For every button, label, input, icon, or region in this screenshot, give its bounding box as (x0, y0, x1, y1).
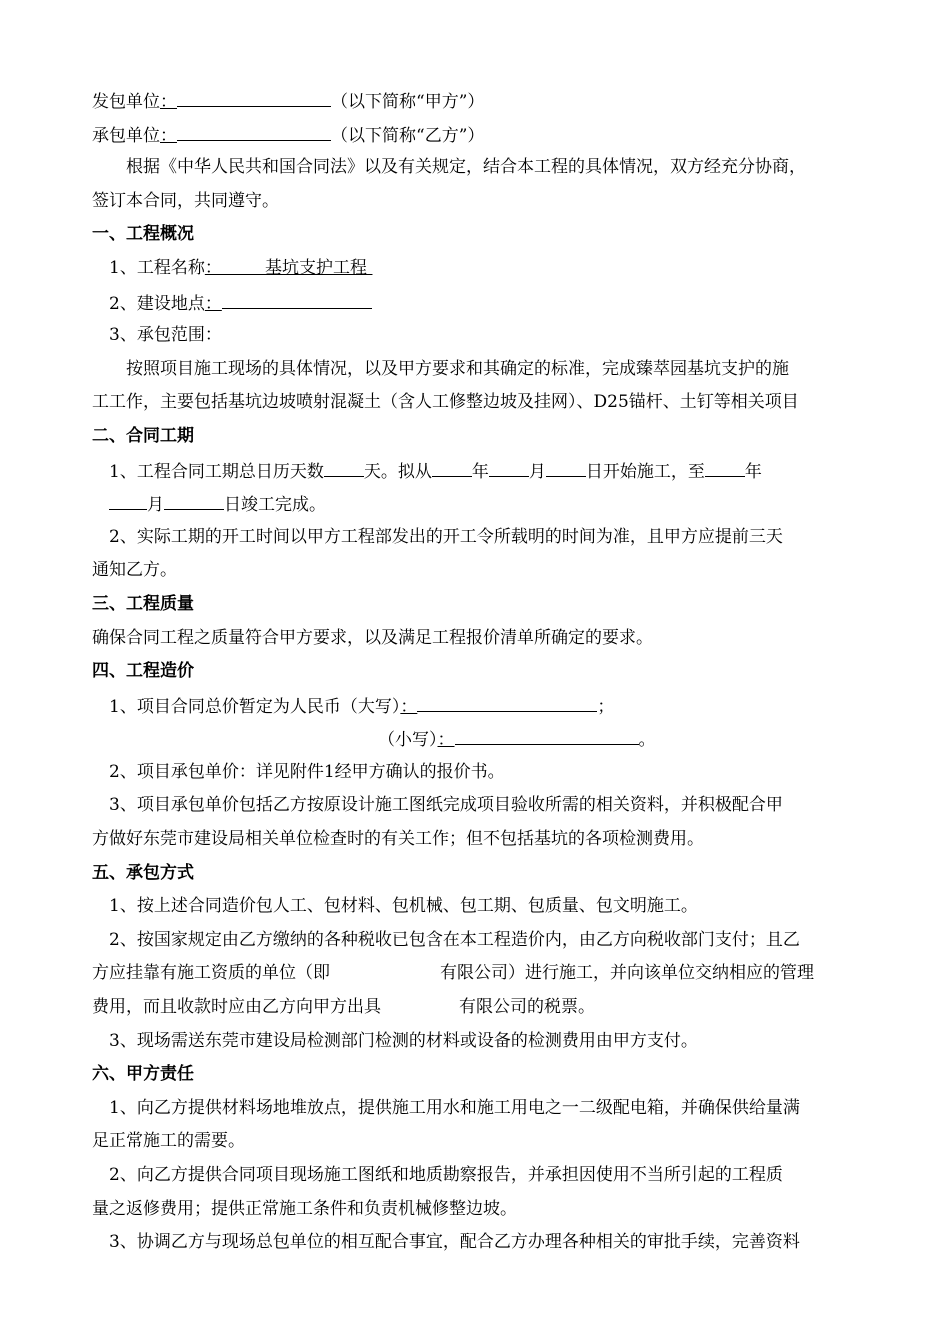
section-heading-employer-duties: 六、甲方责任 (92, 1064, 194, 1085)
quality-text: 确保合同工程之质量符合甲方要求，以及满足工程报价清单所确定的要求。 (92, 627, 653, 648)
duty-1-cont: 足正常施工的需要。 (92, 1131, 245, 1152)
project-name-value: ： 基坑支护工程 (204, 257, 373, 278)
start-year-blank[interactable] (432, 454, 472, 477)
start-day-blank[interactable] (546, 454, 586, 477)
site-label: 2、建设地点 (109, 293, 205, 314)
employer-blank[interactable] (177, 84, 331, 107)
method-text: 有限公司）进行施工，并向该单位交纳相应的管理 (440, 963, 814, 984)
colon: ： (160, 92, 177, 112)
section-heading-duration: 二、合同工期 (92, 425, 194, 446)
month-label: 月 (147, 495, 164, 516)
preamble-line-2: 签订本合同，共同遵守。 (92, 190, 279, 211)
method-text: 费用，而且收款时应由乙方向甲方出具 (92, 997, 381, 1018)
contractor-line (92, 118, 864, 152)
price-capital-line (92, 689, 864, 723)
scope-text-2: 工工作，主要包括基坑边坡喷射混凝土（含人工修整边坡及挂网）、D25锚杆、土钉等相关项目 (92, 392, 799, 413)
duty-3: 3、协调乙方与现场总包单位的相互配合事宜，配合乙方办理各种相关的审批手续，完善资料 (109, 1232, 800, 1253)
contractor-label: 承包单位 (92, 125, 160, 146)
duration-text: 天。拟从 (363, 461, 432, 482)
unit-price-scope-1: 3、项目承包单价包括乙方按原设计施工图纸完成项目验收所需的相关资料，并积极配合甲 (109, 795, 783, 816)
price-capital-label: 1、项目合同总价暂定为人民币（大写） (109, 696, 401, 717)
end-year-blank[interactable] (705, 454, 745, 477)
section-heading-method: 五、承包方式 (92, 862, 194, 883)
method-text: 有限公司的税票。 (459, 997, 595, 1018)
duration-line-2 (92, 487, 864, 521)
project-name-line (92, 252, 864, 286)
colon: ： (204, 293, 222, 314)
scope-label: 3、承包范围： (109, 325, 222, 346)
method-text: 方应挂靠有施工资质的单位（即 (92, 963, 330, 984)
employer-line (92, 84, 864, 118)
semicolon: ； (597, 696, 615, 717)
method-clause-2-cont-2 (92, 991, 864, 1025)
duration-line (92, 454, 864, 488)
duration-text: 日开始施工，至 (585, 461, 705, 482)
price-lower-blank[interactable] (455, 722, 639, 745)
method-clause-2: 2、按国家规定由乙方缴纳的各种税收已包含在本工程造价内，由乙方向税收部门支付；且乙 (109, 929, 800, 950)
period: 。 (638, 730, 656, 751)
colon: ： (160, 125, 177, 146)
year-label: 年 (744, 461, 762, 482)
project-name-label: 1、工程名称 (109, 257, 205, 278)
method-clause-1: 1、按上述合同造价包人工、包材料、包机械、包工期、包质量、包文明施工。 (109, 896, 698, 917)
start-month-blank[interactable] (489, 454, 529, 477)
contractor-blank[interactable] (177, 118, 331, 141)
section-heading-price: 四、工程造价 (92, 661, 194, 682)
end-day-blank[interactable] (164, 487, 224, 510)
preamble-line-1: 根据《中华人民共和国合同法》以及有关规定，结合本工程的具体情况，双方经充分协商， (126, 157, 806, 178)
price-lower-label: （小写） (378, 730, 438, 751)
duration-clause-2-cont: 通知乙方。 (92, 560, 177, 581)
price-capital-blank[interactable] (417, 689, 597, 712)
site-blank[interactable] (222, 286, 372, 309)
method-clause-2-cont (92, 957, 864, 991)
year-label: 年 (471, 461, 489, 482)
price-lower-line (92, 722, 864, 756)
duration-clause-2: 2、实际工期的开工时间以甲方工程部发出的开工令所载明的时间为准，且甲方应提前三天 (109, 526, 783, 547)
days-blank[interactable] (324, 454, 364, 477)
duration-text: 日竣工完成。 (224, 495, 326, 516)
method-clause-3: 3、现场需送东莞市建设局检测部门检测的材料或设备的检测费用由甲方支付。 (109, 1030, 698, 1051)
contractor-alias: （以下简称“乙方”） (331, 125, 485, 146)
scope-text-1: 按照项目施工现场的具体情况，以及甲方要求和其确定的标准，完成臻萃园基坑支护的施 (126, 358, 789, 379)
end-month-blank[interactable] (109, 487, 147, 510)
section-heading-quality: 三、工程质量 (92, 593, 194, 614)
duty-1: 1、向乙方提供材料场地堆放点，提供施工用水和施工用电之一二级配电箱，并确保供给量满 (109, 1097, 800, 1118)
employer-label: 发包单位 (92, 92, 160, 112)
unit-price-text: 2、项目承包单价：详见附件1经甲方确认的报价书。 (109, 761, 505, 782)
duty-2: 2、向乙方提供合同项目现场施工图纸和地质勘察报告，并承担因使用不当所引起的工程质 (109, 1165, 783, 1185)
site-line (92, 286, 864, 320)
colon: ： (400, 696, 418, 717)
duty-2-cont: 量之返修费用；提供正常施工条件和负责机械修整边坡。 (92, 1198, 517, 1219)
unit-price-scope-2: 方做好东莞市建设局相关单位检查时的有关工作；但不包括基坑的各项检测费用。 (92, 829, 704, 850)
duration-text: 1、工程合同工期总日历天数 (109, 461, 324, 482)
employer-alias: （以下简称“甲方”） (331, 92, 485, 112)
month-label: 月 (528, 461, 546, 482)
colon: ： (437, 730, 455, 751)
contract-page (92, 84, 864, 1260)
section-heading-overview: 一、工程概况 (92, 224, 194, 245)
